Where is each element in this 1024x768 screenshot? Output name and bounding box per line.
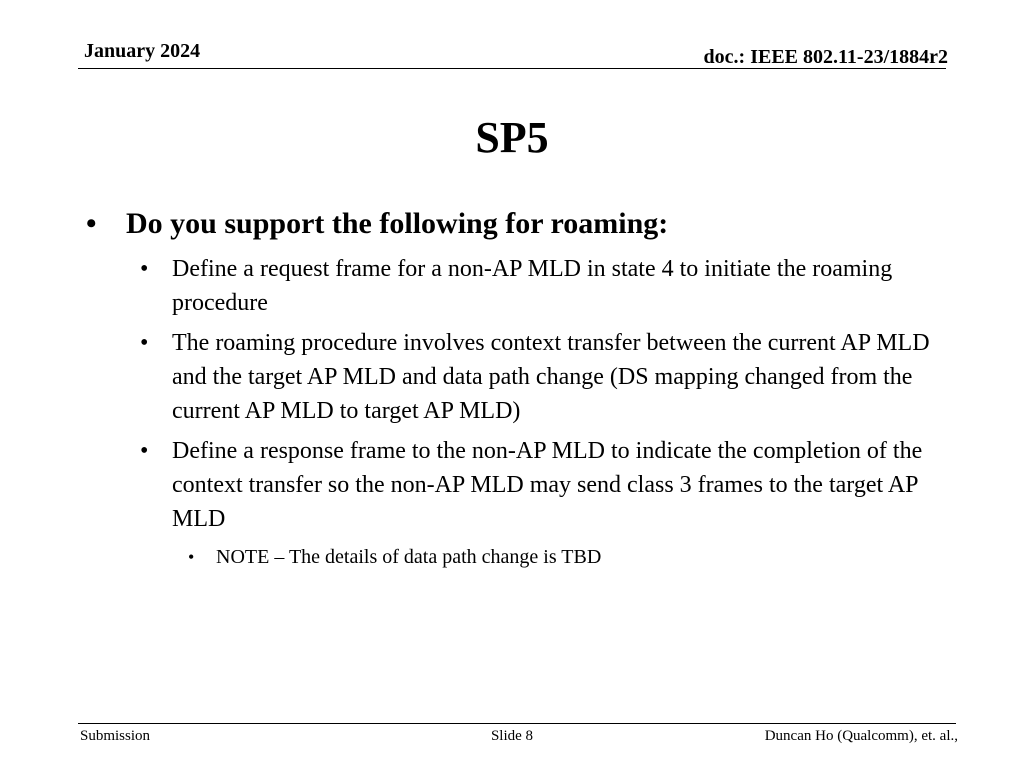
bullet-icon: • (140, 438, 149, 464)
footer-author: Duncan Ho (Qualcomm), et. al., (764, 728, 958, 744)
bullet-icon: • (140, 330, 149, 356)
sub-bullet (86, 252, 946, 320)
header-divider (78, 68, 946, 69)
sub-bullet (86, 434, 946, 536)
footer-slide-number: Slide 8 (490, 728, 534, 744)
footer-divider (78, 723, 956, 724)
main-bullet-text: Do you support the following for roaming: (126, 207, 669, 240)
header-date: January 2024 (84, 40, 201, 62)
sub-bullet-text: Define a request frame for a non-AP MLD in state 4 to initiate the roaming procedure (172, 256, 893, 316)
bullet-icon: • (188, 547, 195, 567)
slide-content (86, 202, 946, 572)
note-bullet (86, 542, 946, 572)
bullet-icon: • (140, 256, 149, 282)
note-text: NOTE – The details of data path change is TBD (216, 546, 602, 568)
footer-submission: Submission (80, 728, 151, 744)
bullet-icon: • (86, 207, 97, 240)
sub-bullet-text: Define a response frame to the non-AP MLD to indicate the completion of the context transfer so the non-AP MLD may send class 3 frames to the target AP MLD (172, 438, 923, 532)
slide-title: SP5 (475, 113, 549, 162)
sub-bullet-text: The roaming procedure involves context transfer between the current AP MLD and the target AP MLD and data path change (DS mapping changed from the current AP MLD to target AP MLD) (172, 330, 930, 424)
main-bullet (86, 202, 946, 246)
sub-bullet (86, 326, 946, 428)
header-doc-id: doc.: IEEE 802.11-23/1884r2 (703, 46, 948, 68)
